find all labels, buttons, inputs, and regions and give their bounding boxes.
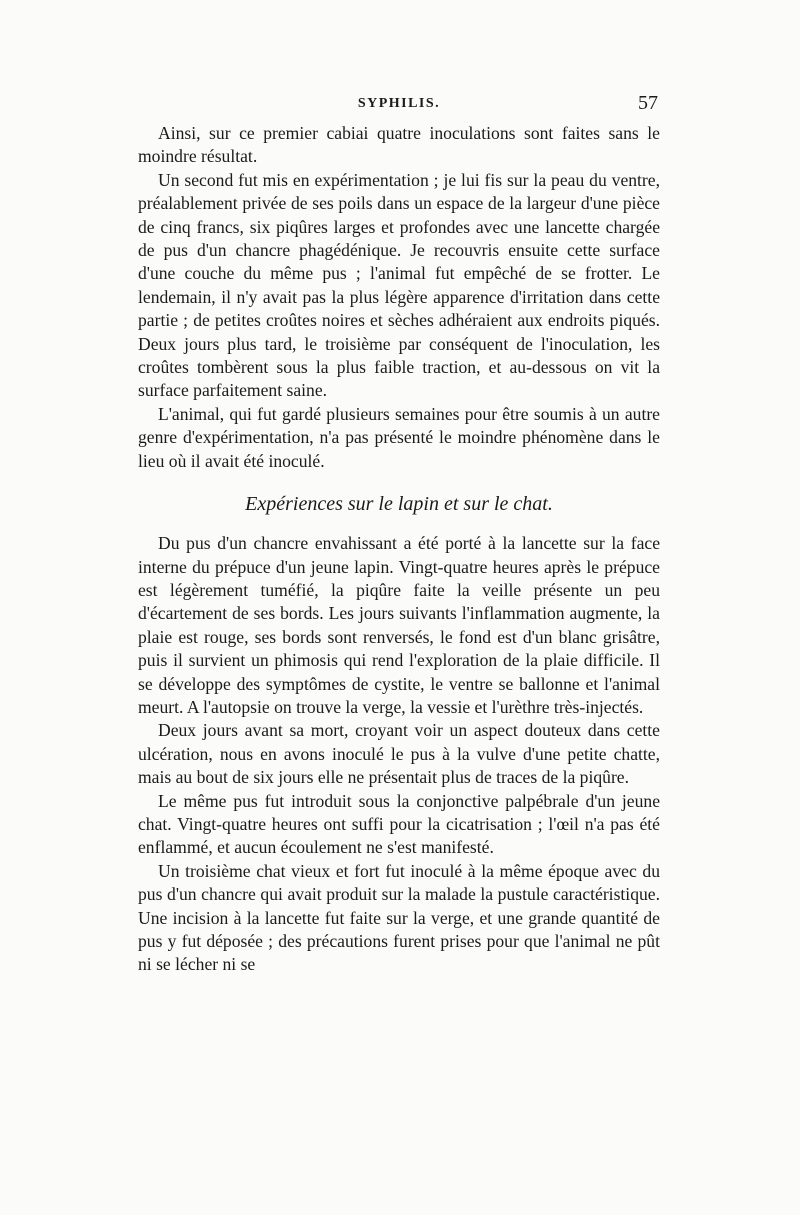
paragraph: Ainsi, sur ce premier cabiai quatre inoculations sont faites sans le moindre résultat.: [138, 123, 660, 167]
paragraph: Le même pus fut introduit sous la conjonctive palpébrale d'un jeune chat. Vingt-quatre heures ont suffi pour la cicatrisation ; l'œil n'a pas été enflammé, et aucun écoulement ne s'est manifesté.: [138, 790, 660, 858]
paragraph: Un second fut mis en expérimentation ; je lui fis sur la peau du ventre, préalablement privée de ses poils dans un espace de la largeur d'une pièce de cinq francs, six piqûres larges et profondes avec une lancette chargée de pus d'un chancre phagédénique. Je recouvris ensuite cette surface d'une couche du même pus ; l'animal fut empêché de se frotter. Le lendemain, il n'y avait pas la plus légère apparence d'irritation dans cette partie ; de petites croûtes noires et sèches adhéraient aux endroits piqués. Deux jours plus tard, le troisième par conséquent de l'inoculation, les croûtes tombèrent sous la plus faible traction, et au-dessous on vit la surface parfaitement saine.: [138, 169, 660, 401]
book-page: [138, 92, 660, 977]
running-title: SYPHILIS.: [357, 96, 441, 111]
paragraph: L'animal, qui fut gardé plusieurs semaines pour être soumis à un autre genre d'expérimentation, n'a pas présenté le moindre phénomène dans le lieu où il avait été inoculé.: [138, 403, 660, 471]
section-title: Expériences sur le lapin et sur le chat.: [245, 493, 553, 516]
paragraph: Deux jours avant sa mort, croyant voir un aspect douteux dans cette ulcération, nous en avons inoculé le pus à la vulve d'une petite chatte, mais au bout de six jours elle ne présentait plus de traces de la piqûre.: [138, 720, 660, 788]
paragraph: Un troisième chat vieux et fort fut inoculé à la même époque avec du pus d'un chancre qui avait produit sur la malade la pustule caractéristique. Une incision à la lancette fut faite sur la verge, et une grande quantité de pus y fut déposée ; des précautions furent prises pour que l'animal ne pût ni se lécher ni se: [138, 860, 660, 975]
running-head: [138, 92, 660, 122]
page-number: 57: [638, 92, 658, 114]
paragraph: Du pus d'un chancre envahissant a été porté à la lancette sur la face interne du prépuce d'un jeune lapin. Vingt-quatre heures après le prépuce est légèrement tuméfié, la piqûre faite la veille présente un peu d'écartement de ses bords. Les jours suivants l'inflammation augmente, la plaie est rouge, ses bords sont renversés, le fond est d'un blanc grisâtre, puis il survient un phimosis qui rend l'exploration de la plaie difficile. Il se développe des symptômes de cystite, le ventre se ballonne et l'animal meurt. A l'autopsie on trouve la verge, la vessie et l'urèthre très-injectés.: [138, 533, 660, 717]
